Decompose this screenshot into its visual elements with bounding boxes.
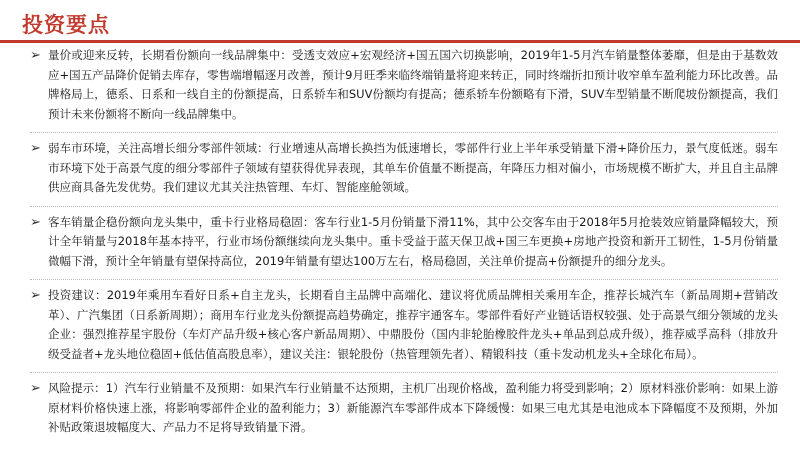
page-title: 投资要点 <box>22 13 110 37</box>
point-item <box>30 286 778 364</box>
point-text: 风险提示：1）汽车行业销量不及预期：如果汽车行业销量不达预期，主机厂出现价格战，盈利能力将受到影响；2）原材料涨价影响：如果上游原材料价格快速上涨，将影响零部件企业的盈利能力；3）新能源汽车零部件成本下降缓慢：如果三电尤其是电池成本下降幅度不及预期，外加补贴政策退坡幅度大、产品力不足将导致销量下滑。 <box>48 381 778 434</box>
point-text: 客车销量企稳份额向龙头集中，重卡行业格局稳固：客车行业1-5月份销量下滑11%，其中公交客车由于2018年5月抢装效应销量降幅较大，预计全年销量与2018年基本持平，行业市场份额继续向龙头集中。重卡受益于蓝天保卫战+国三车更换+房地产投资和新开工韧性，1-5月份销量微幅下滑，预计全年销量有望保持高位，2019年销量有望达100万左右，格局稳固，关注单价提高+份额提升的细分龙头。 <box>48 214 778 268</box>
point-text: 投资建议：2019年乘用车看好日系+自主龙头，长期看自主品牌中高端化、建议将优质品牌相关乘用车企，推荐长城汽车（新品周期+营销改革）、广汽集团（日系新周期）；商用车行业龙头份额提高趋势确定，推荐宇通客车。零部件看好产业链话语权较强、处于高景气细分领域的龙头企业：强烈推荐星宇股份（车灯产品升级+核心客户新品周期）、中鼎股份（国内非轮胎橡胶件龙头+单品到总成升级），推荐威孚高科（排放升级受益者+龙头地位稳固+低估值高股息率），建议关注：银轮股份（热管理领先者）、精锻科技（重卡发动机龙头+全球化布局）。 <box>48 288 778 361</box>
triangle-right-icon: ➢ <box>30 381 41 396</box>
key-points-list <box>30 46 778 446</box>
triangle-right-icon: ➢ <box>30 288 41 303</box>
point-item <box>30 139 778 198</box>
divider <box>30 279 778 280</box>
title-underline <box>0 40 800 43</box>
point-text: 量价或迎来反转，长期看份额向一线品牌集中：受透支效应+宏观经济+国五国六切换影响，2019年1-5月汽车销量整体萎靡，但是由于基数效应+国五产品降价促销去库存，零售端增幅逐月改善，预计9月旺季来临终端销量将迎来转正，同时终端折扣预计收窄单车盈利能力环比改善。品牌格局上，德系、日系和一线自主的份额提高，日系轿车和SUV份额均有提高；德系轿车份额略有下滑，SUV车型销量不断爬坡份额提高，我们预计未来份额将不断向一线品牌集中。 <box>48 48 778 121</box>
title-block <box>22 12 110 38</box>
point-item <box>30 213 778 272</box>
point-text: 弱车市环境，关注高增长细分零部件领域：行业增速从高增长换挡为低速增长，零部件行业上半年承受销量下滑+降价压力，景气度低迷。弱车市环境下处于高景气度的细分零部件子领域有望获得优异表现，其单车价值量不断提高，年降压力相对偏小，市场规模不断扩大，并且自主品牌供应商具备先发优势。我们建议尤其关注热管理、车灯、智能座舱领域。 <box>48 141 778 194</box>
triangle-right-icon: ➢ <box>30 141 41 156</box>
triangle-right-icon: ➢ <box>30 48 41 63</box>
point-item <box>30 46 778 124</box>
triangle-right-icon: ➢ <box>30 214 41 230</box>
point-item <box>30 379 778 438</box>
divider <box>30 206 778 207</box>
divider <box>30 372 778 373</box>
divider <box>30 132 778 133</box>
